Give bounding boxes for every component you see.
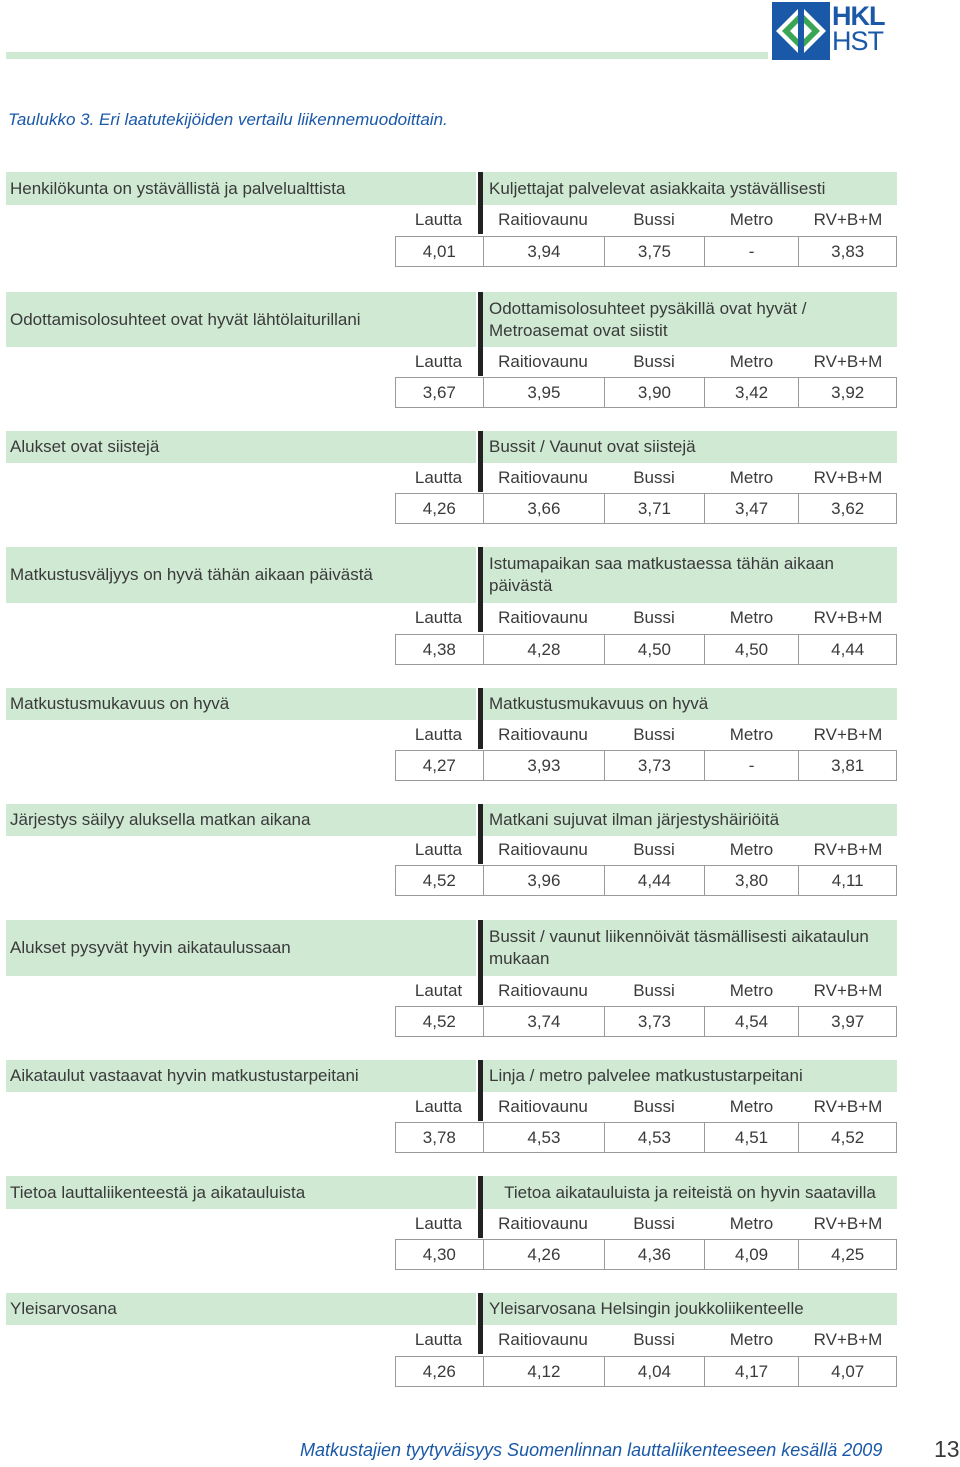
score-cell: 3,95 xyxy=(483,378,605,407)
score-cell: 3,73 xyxy=(604,1007,704,1036)
mode-header: Lautta xyxy=(414,352,463,371)
score-cell: 4,27 xyxy=(422,755,456,775)
page-number: 13 xyxy=(934,1436,960,1462)
question-ferry: Alukset ovat siistejä xyxy=(6,431,476,463)
score-cell: 3,92 xyxy=(798,378,896,407)
mode-header: Metro xyxy=(729,1214,774,1233)
question-ferry: Matkustusväljyys on hyvä tähän aikaan päivästä xyxy=(6,547,476,603)
mode-header: Metro xyxy=(729,608,774,627)
score-cell: 3,71 xyxy=(604,494,704,523)
score-cell: 4,52 xyxy=(422,870,456,890)
score-cell: 4,26 xyxy=(483,1240,605,1269)
mode-header: Lautta xyxy=(414,840,463,859)
mode-header: RV+B+M xyxy=(813,1330,883,1349)
score-cell: 3,66 xyxy=(483,494,605,523)
score-row xyxy=(395,1356,897,1387)
mode-header: Lautta xyxy=(414,608,463,627)
score-cell: 4,04 xyxy=(604,1357,704,1386)
score-cell: 4,52 xyxy=(422,1011,456,1031)
score-row xyxy=(395,1239,897,1270)
mode-header: Raitiovaunu xyxy=(498,608,588,627)
score-cell: 4,53 xyxy=(604,1123,704,1152)
mode-header: Raitiovaunu xyxy=(498,352,588,371)
score-cell: 3,42 xyxy=(704,378,799,407)
mode-header: Bussi xyxy=(633,1097,675,1116)
score-row xyxy=(395,1122,897,1153)
mode-header: RV+B+M xyxy=(813,981,883,1000)
score-cell: 4,26 xyxy=(422,1361,456,1381)
score-row xyxy=(395,865,897,896)
score-cell: 3,62 xyxy=(798,494,896,523)
mode-header-row xyxy=(395,464,897,492)
mode-header: Raitiovaunu xyxy=(498,725,588,744)
question-hsl: Kuljettajat palvelevat asiakkaita ystävällisesti xyxy=(483,172,897,205)
mode-header: Lautta xyxy=(414,1214,463,1233)
mode-header: Lautta xyxy=(414,725,463,744)
mode-header: Raitiovaunu xyxy=(498,981,588,1000)
mode-header: Metro xyxy=(729,981,774,1000)
mode-header: Bussi xyxy=(633,352,675,371)
score-cell: 4,50 xyxy=(704,635,799,664)
mode-header: Metro xyxy=(729,1330,774,1349)
mode-header: Lautta xyxy=(414,1097,463,1116)
score-cell: 3,75 xyxy=(604,237,704,266)
question-hsl: Bussit / vaunut liikennöivät täsmällisesti aikataulun mukaan xyxy=(483,920,897,976)
mode-header: Bussi xyxy=(633,608,675,627)
logo-line1: HKL xyxy=(832,1,885,31)
mode-header-row xyxy=(395,836,897,864)
question-ferry: Tietoa lauttaliikenteestä ja aikatauluista xyxy=(6,1176,476,1209)
score-cell: 4,12 xyxy=(483,1357,605,1386)
score-row xyxy=(395,493,897,524)
mode-header: RV+B+M xyxy=(813,352,883,371)
mode-header: RV+B+M xyxy=(813,1097,883,1116)
mode-header-row xyxy=(395,721,897,749)
question-hsl: Odottamisolosuhteet pysäkillä ovat hyvät / Metroasemat ovat siistit xyxy=(483,292,897,347)
mode-header: Raitiovaunu xyxy=(498,210,588,229)
footer-title: Matkustajien tyytyväisyys Suomenlinnan lauttaliikenteeseen kesällä 2009 xyxy=(300,1440,883,1460)
score-cell: - xyxy=(704,237,799,266)
mode-header: Bussi xyxy=(633,210,675,229)
score-cell: 3,80 xyxy=(704,866,799,895)
score-row xyxy=(395,750,897,781)
question-ferry: Alukset pysyvät hyvin aikataulussaan xyxy=(6,920,476,976)
question-ferry: Yleisarvosana xyxy=(6,1293,476,1325)
score-row xyxy=(395,634,897,665)
question-hsl: Bussit / Vaunut ovat siistejä xyxy=(483,431,897,463)
mode-header: RV+B+M xyxy=(813,210,883,229)
question-ferry: Aikataulut vastaavat hyvin matkustustarpeitani xyxy=(6,1060,476,1092)
score-cell: 3,93 xyxy=(483,751,605,780)
score-cell: 4,54 xyxy=(704,1007,799,1036)
score-cell: 4,25 xyxy=(798,1240,896,1269)
score-cell: 4,11 xyxy=(798,866,896,895)
question-hsl: Matkani sujuvat ilman järjestyshäiriöitä xyxy=(483,804,897,836)
mode-header: Lautta xyxy=(414,1330,463,1349)
mode-header: Bussi xyxy=(633,468,675,487)
mode-header: Metro xyxy=(729,210,774,229)
question-ferry: Odottamisolosuhteet ovat hyvät lähtölaiturillani xyxy=(6,292,476,347)
score-cell: 4,01 xyxy=(422,241,456,261)
score-cell: 4,51 xyxy=(704,1123,799,1152)
mode-header: Raitiovaunu xyxy=(498,1330,588,1349)
score-cell: 3,94 xyxy=(483,237,605,266)
score-cell: 4,44 xyxy=(604,866,704,895)
mode-header: Raitiovaunu xyxy=(498,840,588,859)
mode-header: Metro xyxy=(729,840,774,859)
score-cell: 3,67 xyxy=(422,382,456,402)
score-cell: 3,90 xyxy=(604,378,704,407)
score-cell: 4,38 xyxy=(422,639,456,659)
mode-header-row xyxy=(395,604,897,632)
score-cell: 4,50 xyxy=(604,635,704,664)
table-caption: Taulukko 3. Eri laatutekijöiden vertailu liikennemuodoittain. xyxy=(8,110,448,129)
score-cell: 3,83 xyxy=(798,237,896,266)
mode-header-row xyxy=(395,1210,897,1238)
mode-header: Bussi xyxy=(633,1214,675,1233)
score-cell: 3,81 xyxy=(798,751,896,780)
mode-header: Bussi xyxy=(633,840,675,859)
score-cell: 4,36 xyxy=(604,1240,704,1269)
score-cell: 4,17 xyxy=(704,1357,799,1386)
score-cell: 4,44 xyxy=(798,635,896,664)
score-row xyxy=(395,236,897,267)
question-hsl: Matkustusmukavuus on hyvä xyxy=(483,688,897,720)
mode-header: Raitiovaunu xyxy=(498,1097,588,1116)
mode-header: Bussi xyxy=(633,1330,675,1349)
mode-header-row xyxy=(395,1093,897,1121)
score-cell: 4,52 xyxy=(798,1123,896,1152)
header-rule xyxy=(6,52,768,59)
logo-line2: HST xyxy=(832,26,883,56)
question-ferry: Järjestys säilyy aluksella matkan aikana xyxy=(6,804,476,836)
score-cell: 4,53 xyxy=(483,1123,605,1152)
mode-header: Lautta xyxy=(414,468,463,487)
question-ferry: Henkilökunta on ystävällistä ja palvelualttista xyxy=(6,172,476,205)
score-cell: 3,97 xyxy=(798,1007,896,1036)
score-cell: - xyxy=(704,751,799,780)
mode-header: Bussi xyxy=(633,725,675,744)
mode-header-row xyxy=(395,1326,897,1354)
mode-header: RV+B+M xyxy=(813,608,883,627)
score-cell: 3,96 xyxy=(483,866,605,895)
mode-header: Metro xyxy=(729,725,774,744)
score-cell: 4,30 xyxy=(422,1244,456,1264)
mode-header: Metro xyxy=(729,1097,774,1116)
score-cell: 4,07 xyxy=(798,1357,896,1386)
mode-header-row xyxy=(395,977,897,1005)
mode-header-row xyxy=(395,206,897,234)
question-hsl: Yleisarvosana Helsingin joukkoliikenteelle xyxy=(483,1293,897,1325)
score-cell: 3,73 xyxy=(604,751,704,780)
question-hsl: Tietoa aikatauluista ja reiteistä on hyvin saatavilla xyxy=(483,1176,897,1209)
score-cell: 4,26 xyxy=(422,498,456,518)
question-ferry: Matkustusmukavuus on hyvä xyxy=(6,688,476,720)
mode-header: Lautta xyxy=(414,210,463,229)
mode-header: Metro xyxy=(729,468,774,487)
mode-header-row xyxy=(395,348,897,376)
mode-header: RV+B+M xyxy=(813,468,883,487)
mode-header: RV+B+M xyxy=(813,840,883,859)
mode-header: Lautat xyxy=(414,981,463,1000)
score-row xyxy=(395,1006,897,1037)
question-hsl: Linja / metro palvelee matkustustarpeitani xyxy=(483,1060,897,1092)
mode-header: RV+B+M xyxy=(813,725,883,744)
score-cell: 4,09 xyxy=(704,1240,799,1269)
score-cell: 3,74 xyxy=(483,1007,605,1036)
mode-header: Raitiovaunu xyxy=(498,468,588,487)
question-hsl: Istumapaikan saa matkustaessa tähän aikaan päivästä xyxy=(483,547,897,603)
score-cell: 3,47 xyxy=(704,494,799,523)
score-cell: 4,28 xyxy=(483,635,605,664)
logo-text xyxy=(832,1,902,56)
score-row xyxy=(395,377,897,408)
mode-header: Metro xyxy=(729,352,774,371)
mode-header: RV+B+M xyxy=(813,1214,883,1233)
mode-header: Bussi xyxy=(633,981,675,1000)
mode-header: Raitiovaunu xyxy=(498,1214,588,1233)
score-cell: 3,78 xyxy=(422,1127,456,1147)
